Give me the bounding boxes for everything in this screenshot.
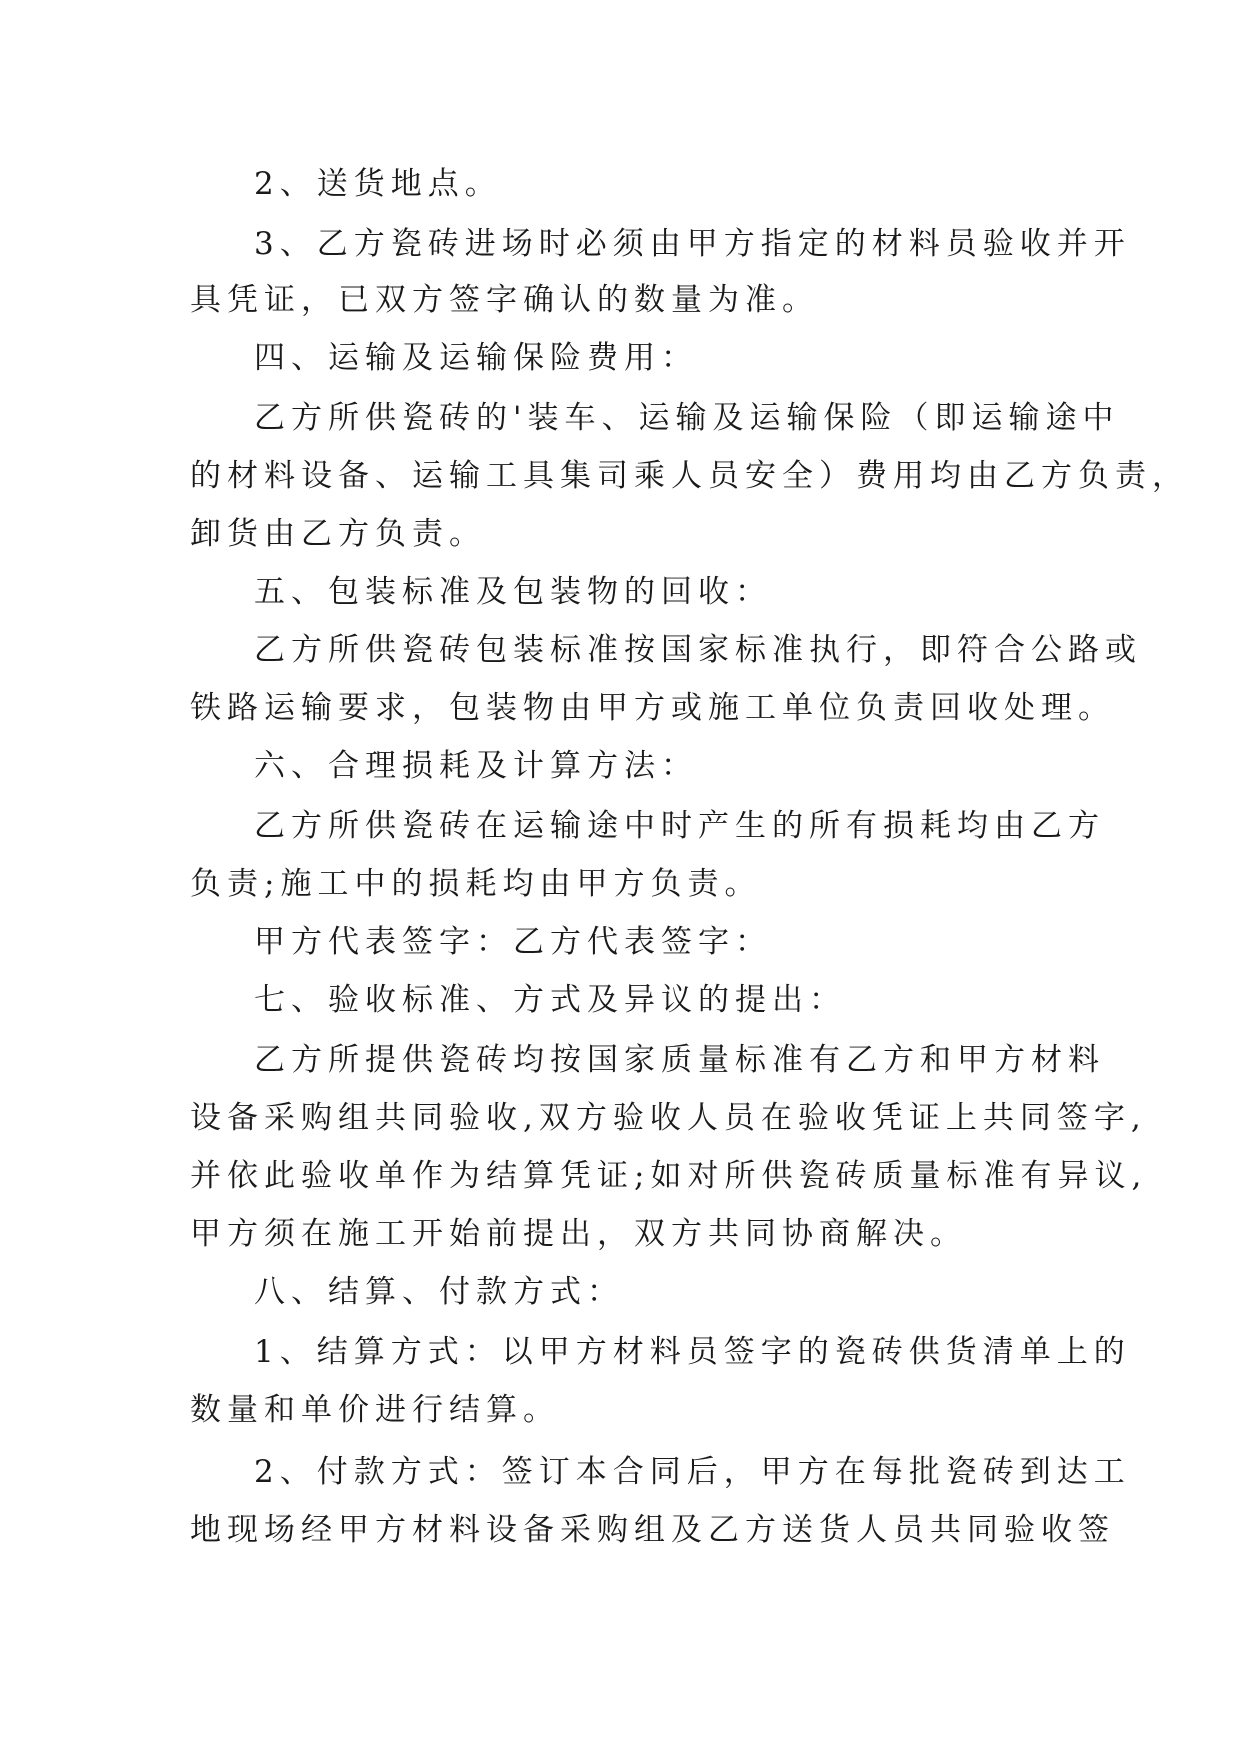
text-line-payment-method: 2、付款方式：签订本合同后，甲方在每批瓷砖到达工	[254, 1454, 1131, 1490]
text-line-packaging: 乙方所供瓷砖包装标准按国家标准执行，即符合公路或	[254, 632, 1142, 668]
text-line-inspection: 乙方所提供瓷砖均按国家质量标准有乙方和甲方材料	[254, 1042, 1105, 1078]
text-line-inspection-cont-3: 甲方须在施工开始前提出，双方共同协商解决。	[190, 1216, 967, 1252]
text-line-settlement-method: 1、结算方式：以甲方材料员签字的瓷砖供货清单上的	[254, 1334, 1131, 1370]
text-line-loss-cont: 负责;施工中的损耗均由甲方负责。	[190, 866, 762, 902]
text-line-payment-method-cont: 地现场经甲方材料设备采购组及乙方送货人员共同验收签	[190, 1512, 1115, 1548]
text-line-unloading: 卸货由乙方负责。	[190, 516, 486, 552]
text-line-transport-cont: 的材料设备、运输工具集司乘人员安全）费用均由乙方负责，	[190, 458, 1189, 494]
section-heading-transport: 四、运输及运输保险费用：	[254, 340, 698, 376]
text-line-loss: 乙方所供瓷砖在运输途中时产生的所有损耗均由乙方	[254, 808, 1105, 844]
text-line-packaging-cont: 铁路运输要求，包装物由甲方或施工单位负责回收处理。	[190, 690, 1115, 726]
section-heading-inspection: 七、验收标准、方式及异议的提出：	[254, 982, 846, 1018]
text-line-acceptance-cont: 具凭证，已双方签字确认的数量为准。	[190, 282, 819, 318]
signature-line: 甲方代表签字：乙方代表签字：	[254, 924, 772, 960]
section-heading-settlement: 八、结算、付款方式：	[254, 1274, 624, 1310]
text-line-acceptance: 3、乙方瓷砖进场时必须由甲方指定的材料员验收并开	[254, 226, 1131, 262]
section-heading-loss: 六、合理损耗及计算方法：	[254, 748, 698, 784]
text-line-inspection-cont-1: 设备采购组共同验收,双方验收人员在验收凭证上共同签字,	[190, 1100, 1147, 1136]
text-line-delivery-location: 2、送货地点。	[254, 166, 502, 202]
text-line-settlement-method-cont: 数量和单价进行结算。	[190, 1392, 560, 1428]
section-heading-packaging: 五、包装标准及包装物的回收：	[254, 574, 772, 610]
text-line-transport: 乙方所供瓷砖的'装车、运输及运输保险（即运输途中	[254, 400, 1120, 436]
text-line-inspection-cont-2: 并依此验收单作为结算凭证;如对所供瓷砖质量标准有异议,	[190, 1158, 1148, 1194]
